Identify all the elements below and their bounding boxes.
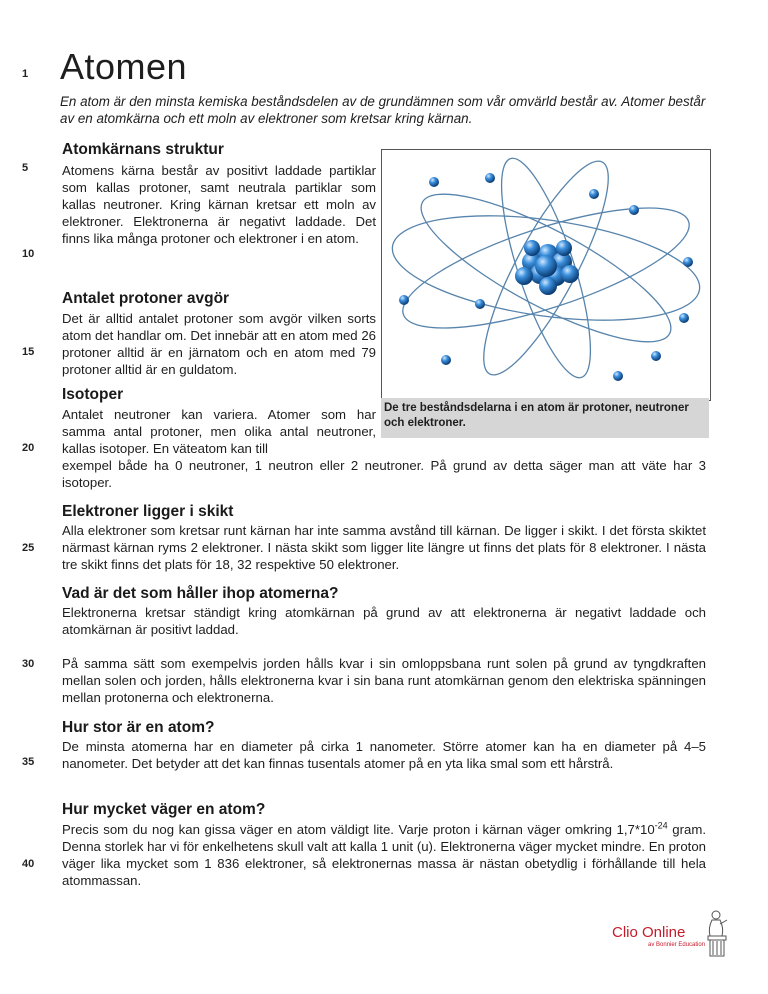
page-title: Atomen xyxy=(60,46,188,87)
text-atomkarnans-struktur: Atomens kärna består av positivt laddade partiklar som kallas protoner, samt neutrala partiklar som kallas neutroner. Kring kärnan kretsar ett moln av elektroner. Elektronerna är negativt laddade. Det finns lika många protoner och elektroner i en atom. xyxy=(62,163,376,246)
line-number-20: 20 xyxy=(22,442,35,454)
text-antalet-protoner: Det är alltid antalet protoner som avgör vilken sorts atom det handlar om. Det innebär att en atom med 26 protoner alltid är en järnatom och en atom med 79 protoner alltid är en guldatom. xyxy=(62,311,376,377)
line-number-35: 35 xyxy=(22,756,35,768)
logo-tagline: av Bonnier Education xyxy=(648,942,706,948)
line-number-40: 40 xyxy=(22,858,35,870)
text-elektroner-skikt: Alla elektroner som kretsar runt kärnan har inte samma avstånd till kärnan. De ligger i skikt. I det första skiktet närmast kärnan ryms 2 elektroner. I nästa skikt som ligger lite längre ut finns det plats för 8 elektroner. I nästa tre skikt finns det plats för 18, 32 respektive 50 elektroner. xyxy=(62,523,706,572)
text-isotoper-b: exempel både ha 0 neutroner, 1 neutron eller 2 neutroner. På grund av detta säger man att väte har 3 isotoper. xyxy=(62,458,706,490)
heading-haller-ihop: Vad är det som håller ihop atomerna? xyxy=(62,585,339,602)
atom-model-image xyxy=(382,150,710,400)
text-hur-mycket-vager xyxy=(62,821,706,889)
text-haller-ihop-1: Elektronerna kretsar ständigt kring atomkärnan på grund av att elektronerna är negativt laddade och atomkärnan är positivt laddad. xyxy=(62,605,706,637)
line-number-25: 25 xyxy=(22,542,35,554)
heading-antalet-protoner: Antalet protoner avgör xyxy=(62,290,230,307)
muse-statue-icon xyxy=(702,908,732,960)
heading-hur-mycket-vager: Hur mycket väger en atom? xyxy=(62,801,266,818)
line-number-10: 10 xyxy=(22,248,35,260)
figure-caption: De tre beståndsdelarna i en atom är protoner, neutroner och elektroner. xyxy=(381,398,709,438)
text-hur-stor: De minsta atomerna har en diameter på cirka 1 nanometer. Större atomer kan ha en diameter på 4–5 nanometer. Det betyder att det kan finnas tusentals atomer på en yta lika smal som ett hårstrå. xyxy=(62,739,706,771)
text-isotoper-a: Antalet neutroner kan variera. Atomer som har samma antal protoner, men olika antal neutroner, kallas isotoper. En väteatom kan till xyxy=(62,407,376,456)
line-number-15: 15 xyxy=(22,346,35,358)
line-number-5: 5 xyxy=(22,162,29,174)
vikt-exponent: -24 xyxy=(654,820,668,831)
heading-hur-stor: Hur stor är en atom? xyxy=(62,719,215,736)
clio-online-logo xyxy=(608,906,748,966)
vikt-text-pre: Precis som du nog kan gissa väger en atom väldigt lite. Varje proton i kärnan väger omkring 1,7*10 xyxy=(62,822,655,837)
intro-text: En atom är den minsta kemiska beståndsdelen av de grundämnen som vår omvärld består av. Atomer består av en atomkärna och ett moln av elektroner som kretsar kring kärnan. xyxy=(60,94,706,126)
logo-name: Clio Online xyxy=(612,924,686,941)
heading-atomkarnans-struktur: Atomkärnans struktur xyxy=(62,141,224,158)
heading-isotoper: Isotoper xyxy=(62,386,124,403)
line-number-1: 1 xyxy=(22,68,29,80)
vikt-text-post: gram. Denna storlek har vi för enkelhetens skull valt att kalla 1 unit (u). Elektronerna väger mycket mindre. En proton väger lika mycket som 1 836 elektroner, så elektronernas massa är nästan obetydlig i förhållande till hela atommassan. xyxy=(62,822,707,888)
heading-elektroner-skikt: Elektroner ligger i skikt xyxy=(62,503,234,520)
text-haller-ihop-2: På samma sätt som exempelvis jorden hålls kvar i sin omloppsbana runt solen på grund av tyngdkraften mellan solen och jorden, hålls elektronerna kvar i sin bana runt atomkärnan genom den elektriska spänningen mellan protonerna och elektronerna. xyxy=(62,656,706,705)
atom-illustration xyxy=(381,149,711,401)
line-number-30: 30 xyxy=(22,658,35,670)
